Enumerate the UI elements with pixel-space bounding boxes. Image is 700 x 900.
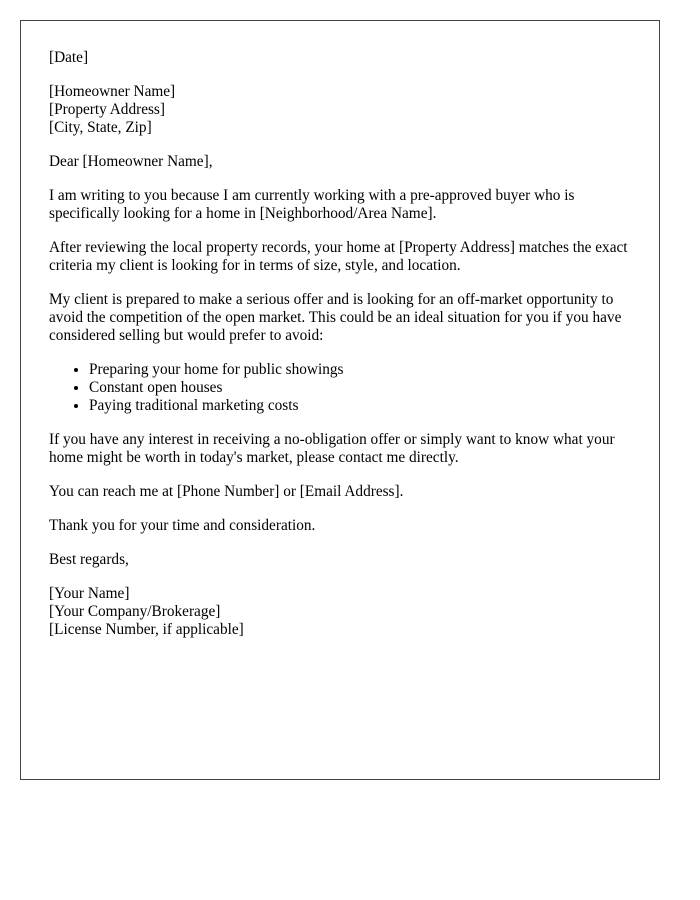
body-paragraph-intro: I am writing to you because I am currently working with a pre-approved buyer who is specifically looking for a home in [Neighborhood/Area Name]. xyxy=(49,187,575,222)
signature-company: [Your Company/Brokerage] xyxy=(49,603,221,620)
signature-license: [License Number, if applicable] xyxy=(49,621,244,638)
body-paragraph-thanks: Thank you for your time and consideration. xyxy=(49,517,316,534)
list-item: • Paying traditional marketing costs xyxy=(89,397,631,415)
recipient-address-block xyxy=(49,83,631,137)
body-paragraph-interest: If you have any interest in receiving a no-obligation offer or simply want to know what your home might be worth in today's market, please contact me directly. xyxy=(49,431,615,466)
body-paragraph-criteria: After reviewing the local property records, your home at [Property Address] matches the exact criteria my client is looking for in terms of size, style, and location. xyxy=(49,239,628,274)
letter-date: [Date] xyxy=(49,49,89,66)
list-item: • Constant open houses xyxy=(89,379,631,397)
list-item: • Preparing your home for public showings xyxy=(89,361,631,379)
body-paragraph-contact: You can reach me at [Phone Number] or [Email Address]. xyxy=(49,483,404,500)
letter-document xyxy=(20,20,660,780)
signature-block xyxy=(49,585,631,639)
recipient-address: [Property Address] xyxy=(49,101,165,118)
sign-off: Best regards, xyxy=(49,551,129,568)
recipient-name: [Homeowner Name] xyxy=(49,83,176,100)
body-paragraph-offer: My client is prepared to make a serious offer and is looking for an off-market opportunity to avoid the competition of the open market. This could be an ideal situation for you if you have considered selling but would prefer to avoid: xyxy=(49,291,622,344)
avoid-list xyxy=(49,361,631,415)
salutation: Dear [Homeowner Name], xyxy=(49,153,213,170)
recipient-city-state-zip: [City, State, Zip] xyxy=(49,119,152,136)
signature-name: [Your Name] xyxy=(49,585,130,602)
